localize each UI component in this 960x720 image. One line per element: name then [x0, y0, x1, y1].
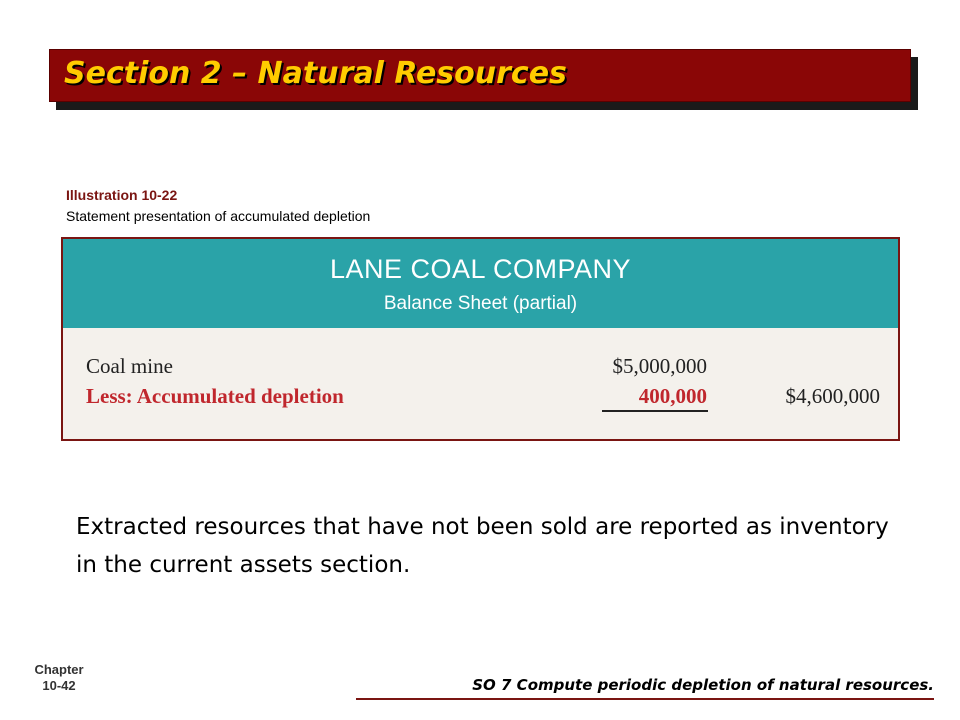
chapter-label: Chapter: [34, 662, 84, 677]
balance-sheet-header: [63, 239, 898, 328]
title-banner: [49, 49, 911, 102]
accumulated-depletion-label: Less: Accumulated depletion: [86, 384, 344, 408]
coal-mine-cost: $5,000,000: [612, 354, 707, 378]
illustration-description: Statement presentation of accumulated depletion: [66, 208, 371, 224]
study-objective: SO 7 Compute periodic depletion of natural resources.: [472, 676, 934, 694]
illustration-number: Illustration 10-22: [66, 187, 178, 203]
accumulated-depletion-amount: 400,000: [638, 384, 707, 408]
chapter-page: 10-42: [42, 678, 76, 693]
study-objective-underline: [356, 698, 934, 700]
net-book-value: $4,600,000: [785, 384, 880, 408]
coal-mine-label: Coal mine: [86, 354, 173, 378]
slide-title: Section 2 – Natural Resources: [64, 56, 567, 91]
statement-subtitle: Balance Sheet (partial): [383, 293, 578, 314]
chapter-marker: [28, 662, 90, 694]
subtotal-underline: [602, 410, 708, 412]
balance-sheet-figure: [61, 237, 900, 441]
company-name: LANE COAL COMPANY: [329, 254, 632, 284]
body-paragraph: Extracted resources that have not been sold are reported as inventory in the current assets section.: [76, 514, 889, 578]
